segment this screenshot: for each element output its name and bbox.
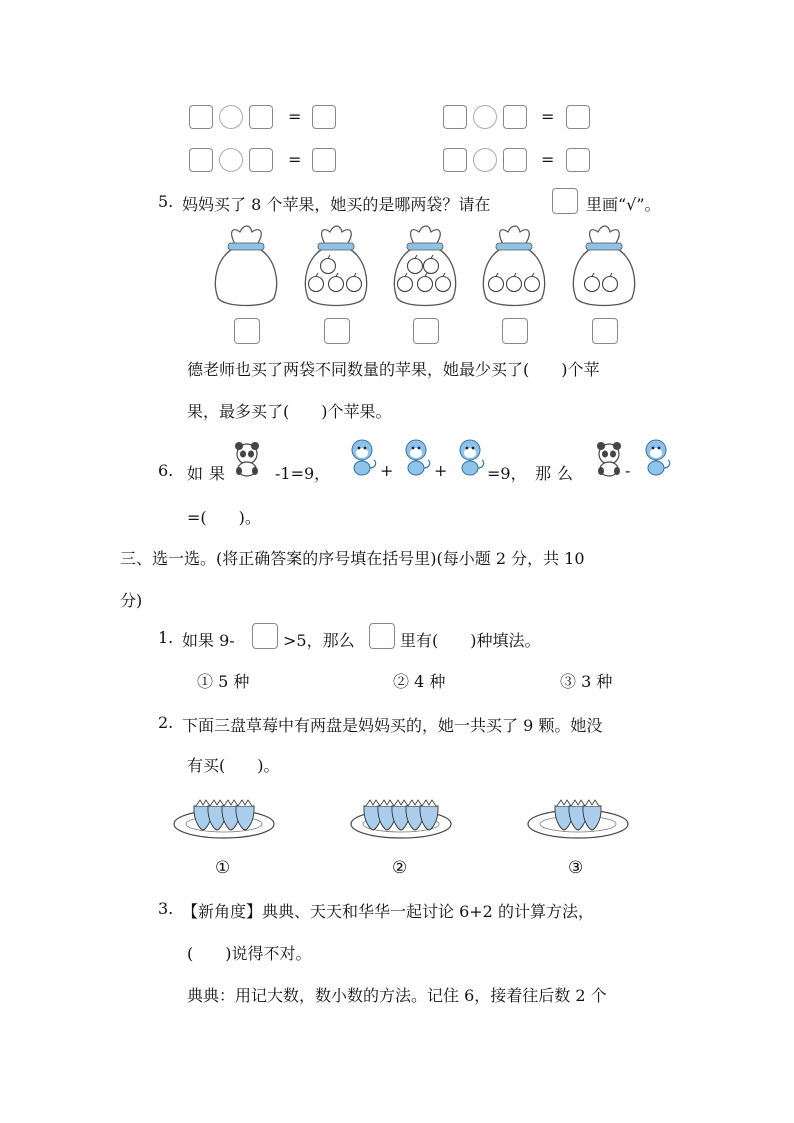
panda-icon bbox=[591, 440, 627, 478]
question-text: 妈妈买了 8 个苹果，她买的是哪两袋？请在 bbox=[182, 195, 491, 214]
apple-bag bbox=[389, 222, 461, 312]
blank-box bbox=[369, 623, 395, 649]
answer-box[interactable] bbox=[503, 105, 527, 129]
option-3[interactable]: ③ 3 种 bbox=[560, 672, 613, 691]
question-text: 如果 bbox=[187, 464, 232, 483]
plus-sign: + bbox=[380, 461, 394, 480]
plate-label[interactable]: ③ bbox=[568, 858, 584, 878]
question-text: ( )说得不对。 bbox=[187, 944, 312, 963]
operator-circle[interactable] bbox=[219, 105, 243, 129]
monkey-icon bbox=[344, 438, 380, 478]
strawberry-plate bbox=[169, 788, 279, 844]
option-2[interactable]: ② 4 种 bbox=[393, 672, 446, 691]
question-text: 【新角度】典典、天天和华华一起讨论 6+2 的计算方法， bbox=[182, 902, 594, 921]
answer-box[interactable] bbox=[312, 105, 336, 129]
question-number: 1. bbox=[158, 628, 174, 647]
question-text: 那么 bbox=[535, 464, 580, 483]
blank-box bbox=[252, 623, 278, 649]
question-text: 下面三盘草莓中有两盘是妈妈买的，她一共买了 9 颗。她没 bbox=[182, 716, 603, 735]
question-text: 里有( )种填法。 bbox=[400, 631, 541, 650]
question-text: -1=9， bbox=[275, 464, 331, 483]
section-heading: 分) bbox=[120, 591, 143, 610]
answer-box[interactable] bbox=[249, 105, 273, 129]
strawberry-plate bbox=[523, 788, 633, 844]
question-text: 果，最多买了( )个苹果。 bbox=[187, 402, 392, 421]
equals-sign: = bbox=[288, 107, 302, 126]
question-text: 里画“√”。 bbox=[586, 195, 661, 214]
plus-sign: + bbox=[434, 461, 448, 480]
question-text: =9， bbox=[487, 464, 527, 483]
question-text: 典典：用记大数，数小数的方法。记住 6，接着往后数 2 个 bbox=[187, 986, 607, 1005]
strawberry-plate bbox=[346, 788, 456, 844]
minus-sign: - bbox=[625, 461, 631, 480]
apple-bag bbox=[478, 222, 550, 312]
panda-icon bbox=[229, 440, 265, 478]
question-number: 6. bbox=[158, 461, 174, 480]
operator-circle[interactable] bbox=[473, 105, 497, 129]
monkey-icon bbox=[638, 438, 674, 478]
monkey-icon bbox=[452, 438, 488, 478]
section-heading: 三、选一选。(将正确答案的序号填在括号里)(每小题 2 分，共 10 bbox=[120, 549, 585, 568]
bag-check-box[interactable] bbox=[413, 318, 439, 344]
check-box-sample bbox=[552, 188, 578, 214]
operator-circle[interactable] bbox=[473, 148, 497, 172]
answer-box[interactable] bbox=[189, 148, 213, 172]
question-text: 如果 9- bbox=[182, 631, 235, 650]
plate-label[interactable]: ② bbox=[392, 858, 408, 878]
answer-box[interactable] bbox=[503, 148, 527, 172]
question-text: 有买( )。 bbox=[187, 756, 280, 775]
answer-box[interactable] bbox=[443, 148, 467, 172]
equals-sign: = bbox=[541, 150, 555, 169]
question-number: 2. bbox=[158, 713, 174, 732]
plate-label[interactable]: ① bbox=[215, 858, 231, 878]
question-text: =( )。 bbox=[187, 508, 261, 527]
bag-check-box[interactable] bbox=[502, 318, 528, 344]
equals-sign: = bbox=[541, 107, 555, 126]
monkey-icon bbox=[398, 438, 434, 478]
equals-sign: = bbox=[288, 150, 302, 169]
question-number: 3. bbox=[158, 899, 174, 918]
answer-box[interactable] bbox=[566, 148, 590, 172]
apple-bag bbox=[568, 222, 640, 312]
question-text: >5，那么 bbox=[283, 631, 355, 650]
answer-box[interactable] bbox=[189, 105, 213, 129]
bag-check-box[interactable] bbox=[234, 318, 260, 344]
question-number: 5. bbox=[158, 192, 174, 211]
question-text: 德老师也买了两袋不同数量的苹果，她最少买了( )个苹 bbox=[187, 360, 600, 379]
answer-box[interactable] bbox=[249, 148, 273, 172]
bag-check-box[interactable] bbox=[324, 318, 350, 344]
apple-bag bbox=[210, 222, 282, 312]
answer-box[interactable] bbox=[443, 105, 467, 129]
operator-circle[interactable] bbox=[219, 148, 243, 172]
bag-check-box[interactable] bbox=[592, 318, 618, 344]
apple-bag bbox=[300, 222, 372, 312]
answer-box[interactable] bbox=[566, 105, 590, 129]
answer-box[interactable] bbox=[312, 148, 336, 172]
option-1[interactable]: ① 5 种 bbox=[197, 672, 250, 691]
